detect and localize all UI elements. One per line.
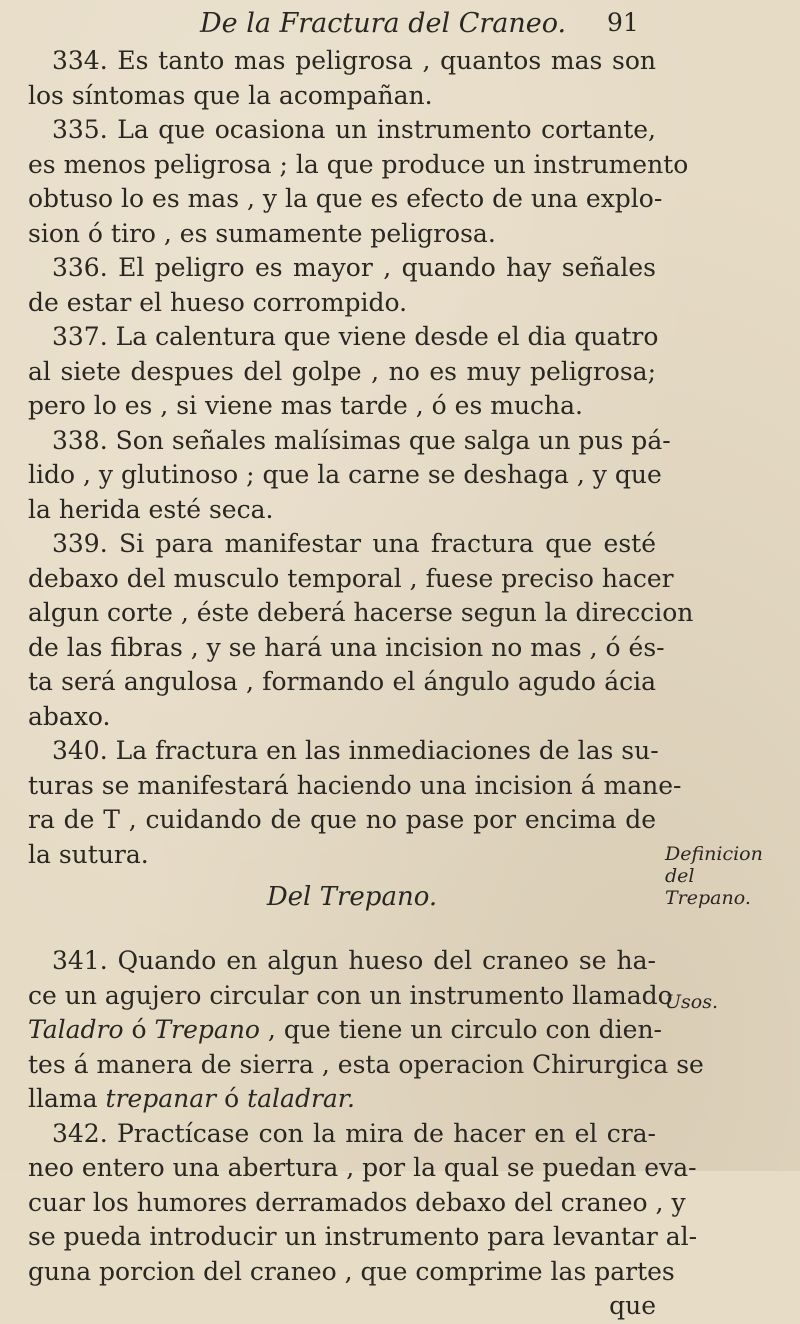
- text-line: algun corte , éste deberá hacerse segun la direccion: [28, 598, 694, 627]
- text-line: lido , y glutinoso ; que la carne se deshaga , y que: [28, 460, 662, 489]
- text-line: [28, 1082, 656, 1117]
- paragraph-340: [28, 734, 682, 872]
- text-line: 342. Practícase con la mira de hacer en el cra-: [52, 1118, 656, 1148]
- text-line: los síntomas que la acompañan.: [28, 80, 433, 110]
- text-line: 337. La calentura que viene desde el dia quatro: [52, 322, 659, 351]
- text-line: 341. Quando en algun hueso del craneo se ha-: [52, 946, 656, 975]
- text-line: de las fibras , y se hará una incision no mas , ó és-: [28, 632, 665, 662]
- text-line: 335. La que ocasiona un instrumento cortante,: [52, 115, 656, 144]
- text-line: 336. El peligro es mayor , quando hay señales: [52, 253, 656, 282]
- text-line: abaxo.: [28, 701, 111, 731]
- text-line: 340. La fractura en las inmediaciones de las su-: [52, 736, 659, 765]
- text-line: ra de T , cuidando de que no pase por encima de: [28, 805, 656, 834]
- text-line: se pueda introducir un instrumento para levantar al-: [28, 1222, 698, 1251]
- term-taladrar: taladrar.: [247, 1084, 355, 1113]
- text-fragment: , que tiene un circulo con dien-: [259, 1015, 662, 1044]
- text-line: 339. Si para manifestar una fractura que esté: [52, 529, 656, 558]
- running-title: De la Fractura del Craneo.: [200, 8, 567, 39]
- paragraph-338: [28, 424, 671, 528]
- margin-note-line: Trepano.: [665, 887, 751, 909]
- text-line: cuar los humores derramados debaxo del craneo , y: [28, 1187, 686, 1217]
- page-number: 91: [607, 8, 639, 37]
- paragraph-334: [28, 44, 656, 113]
- text-fragment: ó: [123, 1015, 155, 1044]
- term-trepanar: trepanar: [105, 1084, 217, 1113]
- text-line: tes á manera de sierra , esta operacion Chirurgica se: [28, 1049, 704, 1079]
- text-line: pero lo es , si viene mas tarde , ó es mucha.: [28, 391, 583, 420]
- text-line: 338. Son señales malísimas que salga un pus pá-: [52, 425, 671, 455]
- text-line: [28, 1013, 662, 1048]
- margin-note-definition: [665, 843, 795, 909]
- text-line: neo entero una abertura , por la qual se puedan eva-: [28, 1153, 697, 1182]
- text-line: 334. Es tanto mas peligrosa , quantos mas son: [52, 46, 656, 75]
- text-line: guna porcion del craneo , que comprime las partes: [28, 1256, 675, 1286]
- paragraph-337: [28, 320, 659, 424]
- text-line: debaxo del musculo temporal , fuese preciso hacer: [28, 563, 674, 593]
- text-fragment: ó: [216, 1084, 248, 1113]
- term-taladro: Taladro: [28, 1015, 124, 1044]
- text-line: la herida esté seca.: [28, 494, 274, 524]
- paragraph-342: [28, 1117, 698, 1324]
- section-gap: [28, 922, 656, 944]
- text-line: al siete despues del golpe , no es muy peligrosa;: [28, 356, 656, 386]
- text-fragment: llama: [28, 1084, 106, 1113]
- text-line: es menos peligrosa ; la que produce un instrumento: [28, 149, 689, 179]
- margin-note-uses: Usos.: [665, 991, 718, 1013]
- margin-note-line: Definicion del: [665, 843, 763, 887]
- text-line: sion ó tiro , es sumamente peligrosa.: [28, 218, 496, 248]
- text-line: la sutura.: [28, 839, 149, 869]
- paragraph-336: [28, 251, 656, 320]
- section-heading: Del Trepano.: [266, 882, 438, 912]
- paragraph-339: [28, 527, 694, 734]
- catchword: que: [609, 1291, 656, 1320]
- paragraph-335: [28, 113, 689, 251]
- text-line: ce un agujero circular con un instrumento llamado: [28, 980, 673, 1010]
- text-line: ta será angulosa , formando el ángulo agudo ácia: [28, 667, 656, 696]
- term-trepano: Trepano: [154, 1015, 260, 1044]
- text-line: obtuso lo es mas , y la que es efecto de una explo-: [28, 184, 663, 213]
- text-line: turas se manifestará haciendo una incision á mane-: [28, 770, 682, 800]
- text-line: de estar el hueso corrompido.: [28, 287, 408, 317]
